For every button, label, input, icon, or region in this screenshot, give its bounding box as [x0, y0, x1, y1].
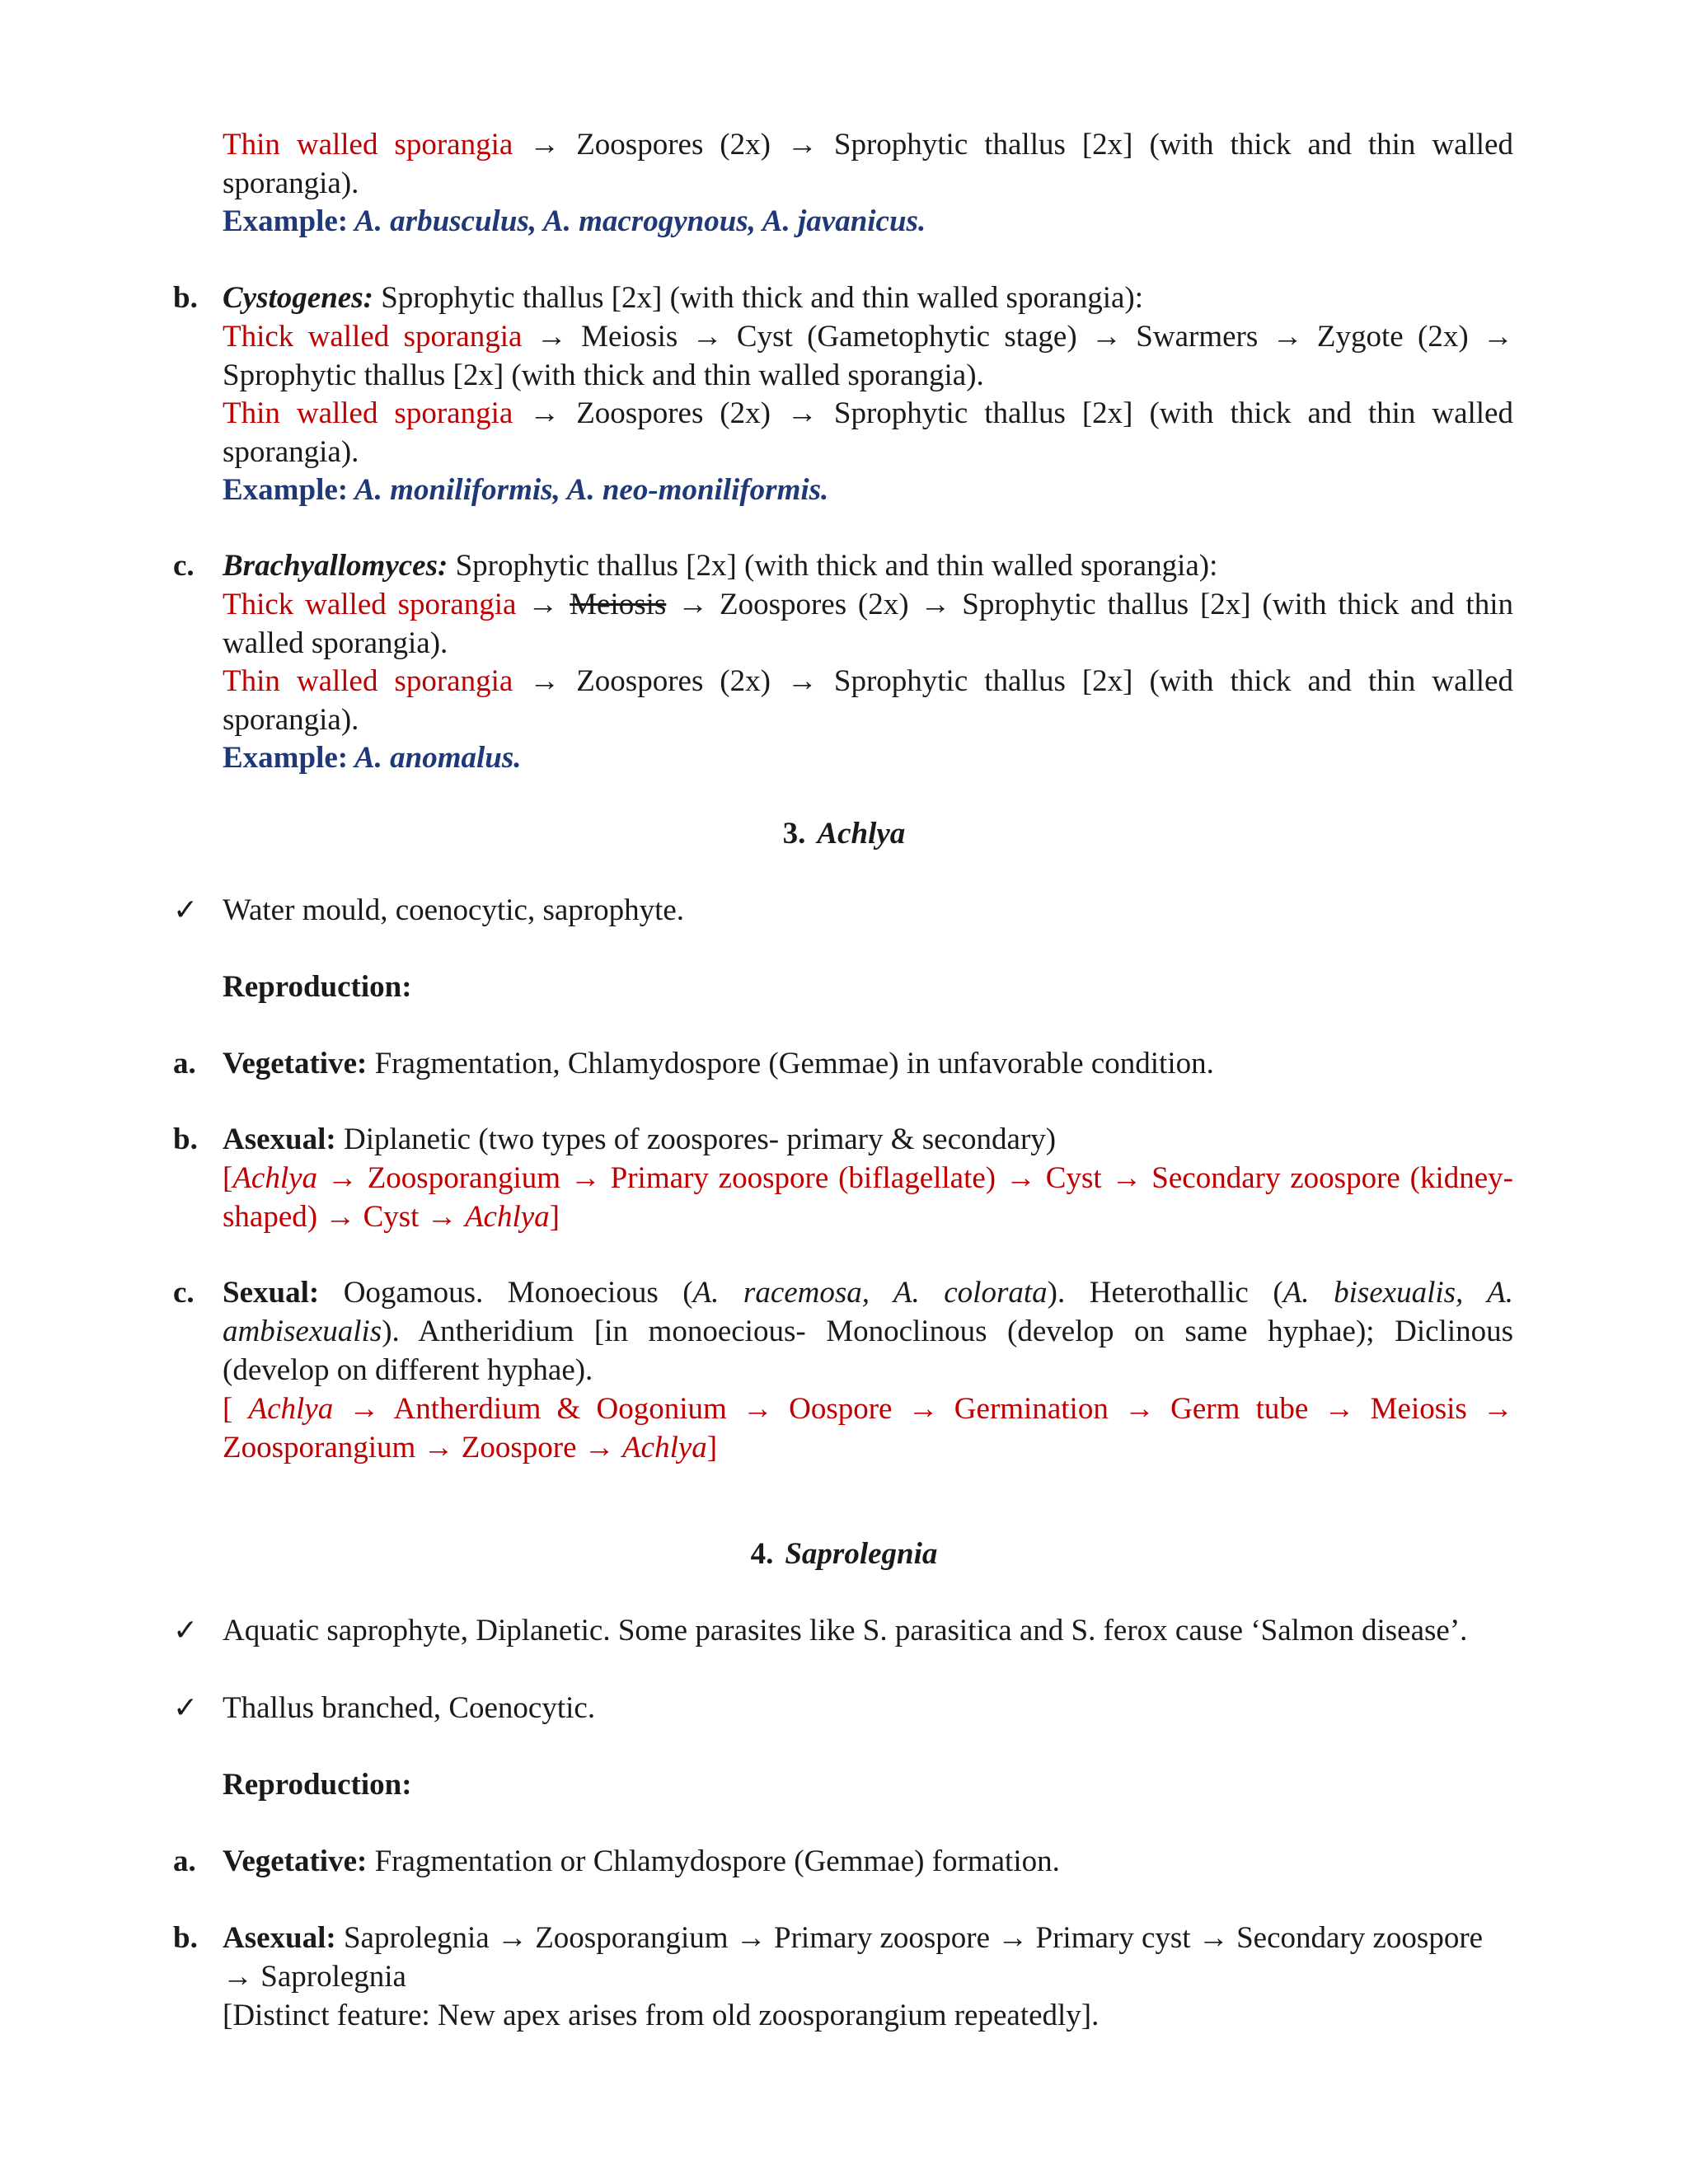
- saprolegnia-bullet-2: Thallus branched, Coenocytic.: [223, 1691, 596, 1725]
- achlya-reproduction-heading: Reproduction:: [223, 970, 412, 1004]
- top-thin-walled-line: Thin walled sporangia → Zoospores (2x) → Sprophytic thallus [2x] (with thick and thin walled sporangia).: [223, 128, 1513, 200]
- item-b-thin-line: Thin walled sporangia → Zoospores (2x) → Sprophytic thallus [2x] (with thick and thin walled sporangia).: [223, 396, 1513, 469]
- section-heading-saprolegnia: 4. Saprolegnia: [750, 1537, 938, 1571]
- saprolegnia-bullet-1: Aquatic saprophyte, Diplanetic. Some parasites like S. parasitica and S. ferox cause ‘Salmon disease’.: [223, 1614, 1468, 1647]
- item-c-intro: Brachyallomyces: Sprophytic thallus [2x] (with thick and thin walled sporangia):: [223, 549, 1218, 583]
- achlya-sexual: Sexual: Oogamous. Monoecious (A. racemosa, A. colorata). Heterothallic (A. bisexualis, A. ambisexualis). Antheridium [in monoecious- Monoclinous (develop on same hyphae); Diclinous (develop on different hyphae).: [223, 1276, 1513, 1387]
- item-b-thick-line: Thick walled sporangia → Meiosis → Cyst (Gametophytic stage) → Swarmers → Zygote (2x) → Sprophytic thallus [2x] (with thick and thin walled sporangia).: [223, 320, 1513, 392]
- top-example-line: Example: A. arbusculus, A. macrogynous, A. javanicus.: [223, 204, 926, 238]
- achlya-bullet: Water mould, coenocytic, saprophyte.: [223, 893, 685, 927]
- item-c-thick-line: Thick walled sporangia → Meiosis → Zoospores (2x) → Sprophytic thallus [2x] (with thick and thin walled sporangia).: [223, 588, 1513, 660]
- section-heading-achlya: 3. Achlya: [782, 817, 906, 851]
- achlya-asexual-flow: [Achlya → Zoosporangium → Primary zoospore (biflagellate) → Cyst → Secondary zoospore (kidney-shaped) → Cyst → Achlya]: [223, 1161, 1513, 1234]
- saprolegnia-asexual: Asexual: Saprolegnia → Zoosporangium → Primary zoospore → Primary cyst → Secondary zoospore → Saprolegnia: [223, 1921, 1484, 1994]
- achlya-sexual-flow: [ Achlya → Antherdium & Oogonium → Oospore → Germination → Germ tube → Meiosis → Zoosporangium → Zoospore → Achlya]: [223, 1392, 1513, 1465]
- struck-meiosis: Meiosis: [570, 588, 667, 621]
- saprolegnia-reproduction-heading: Reproduction:: [223, 1768, 412, 1802]
- check-icon: ✓: [173, 1614, 199, 1647]
- check-icon: ✓: [173, 893, 199, 926]
- item-b-example-line: Example: A. moniliformis, A. neo-moniliformis.: [223, 473, 829, 507]
- achlya-c-marker: c.: [173, 1276, 195, 1310]
- achlya-b-marker: b.: [173, 1122, 198, 1156]
- item-b-marker: b.: [173, 281, 198, 315]
- achlya-asexual: Asexual: Diplanetic (two types of zoospores- primary & secondary): [223, 1122, 1057, 1156]
- saprolegnia-vegetative: Vegetative: Fragmentation or Chlamydospore (Gemmae) formation.: [223, 1844, 1060, 1878]
- item-b-intro: Cystogenes: Sprophytic thallus [2x] (with thick and thin walled sporangia):: [223, 281, 1144, 315]
- saprolegnia-distinct-feature: [Distinct feature: New apex arises from old zoosporangium repeatedly].: [223, 1999, 1100, 2032]
- check-icon: ✓: [173, 1691, 199, 1724]
- saprolegnia-a-marker: a.: [173, 1844, 196, 1878]
- achlya-a-marker: a.: [173, 1047, 196, 1080]
- item-c-marker: c.: [173, 549, 195, 583]
- item-c-example-line: Example: A. anomalus.: [223, 741, 522, 775]
- item-c-thin-line: Thin walled sporangia → Zoospores (2x) → Sprophytic thallus [2x] (with thick and thin walled sporangia).: [223, 664, 1513, 737]
- achlya-vegetative: Vegetative: Fragmentation, Chlamydospore (Gemmae) in unfavorable condition.: [223, 1047, 1214, 1080]
- saprolegnia-b-marker: b.: [173, 1921, 198, 1955]
